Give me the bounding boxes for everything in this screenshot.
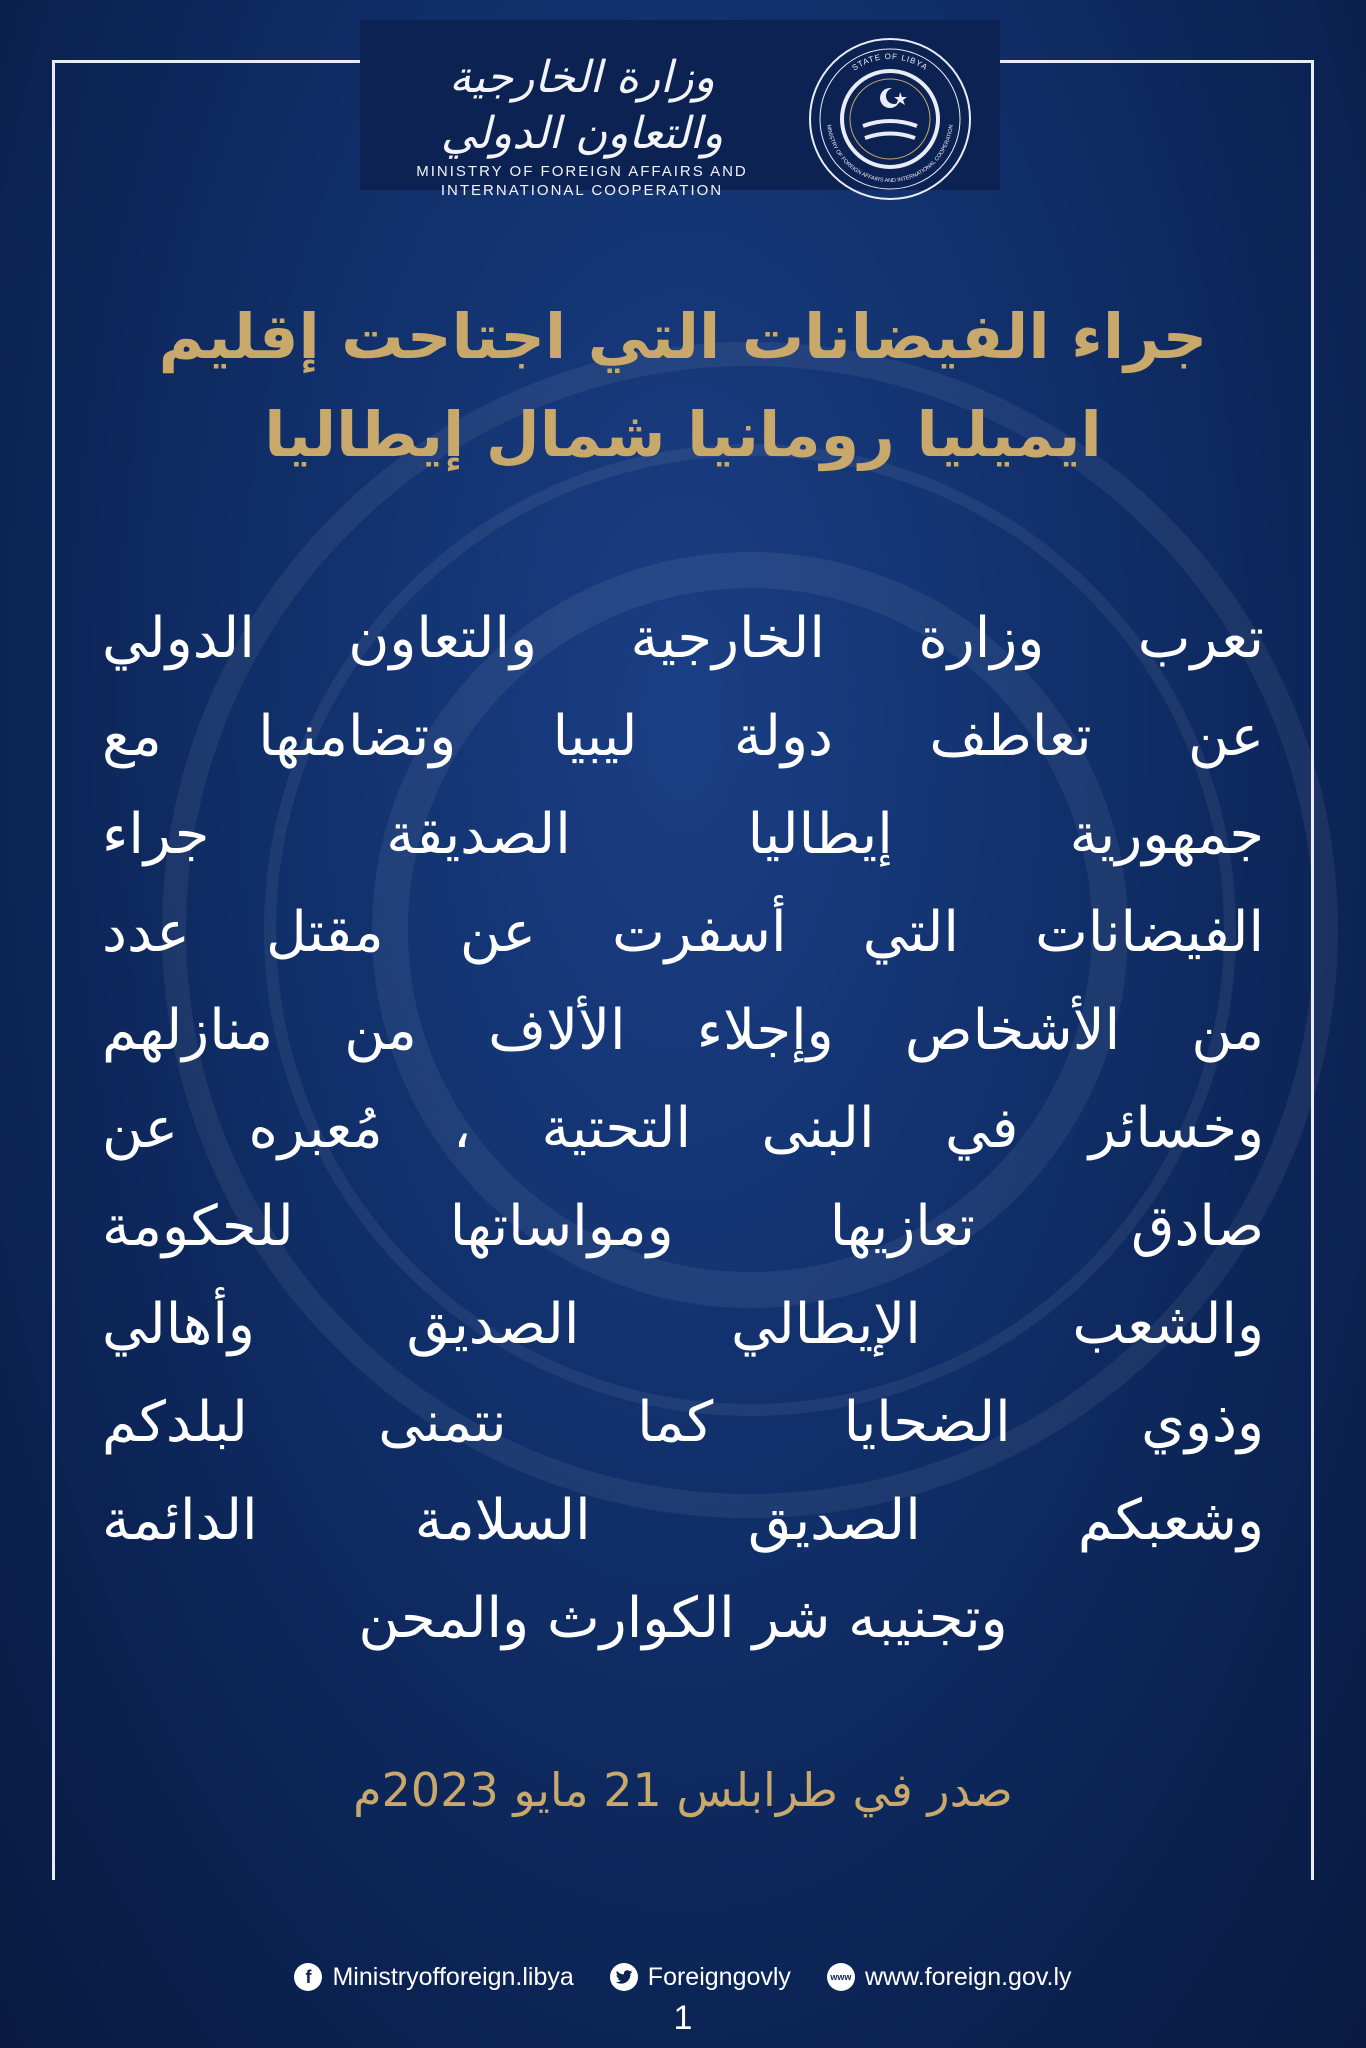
body-line: عن تعاطف دولة ليبيا وتضامنها مع	[102, 704, 1264, 769]
ministry-name-arabic: وزارة الخارجية والتعاون الدولي	[440, 52, 724, 159]
website-link[interactable]	[827, 1963, 1072, 1992]
title-line: جراء الفيضانات التي اجتاحت إقليم	[158, 300, 1208, 373]
globe-icon: www	[827, 1963, 855, 1991]
issue-date: صدر في طرابلس 21 مايو 2023م	[353, 1763, 1013, 1817]
seal-top-text: STATE OF LIBYA	[850, 51, 930, 73]
seal-bottom-text: MINISTRY OF FOREIGN AFFAIRS AND INTERNATIONAL COOPERATION	[825, 124, 955, 185]
libya-state-seal-icon	[805, 34, 975, 204]
ministry-wordmark	[372, 50, 792, 200]
ministry-name-english-line1: MINISTRY OF FOREIGN AFFAIRS AND	[416, 163, 748, 180]
body-line: وخسائر في البنى التحتية ، مُعبره عن	[102, 1096, 1264, 1161]
title-line: ايميليا رومانيا شمال إيطاليا	[264, 398, 1102, 471]
body-line: وذوي الضحايا كما نتمنى لبلدكم	[102, 1390, 1264, 1455]
body-line: وتجنيبه شر الكوارث والمحن	[358, 1586, 1008, 1651]
facebook-link[interactable]	[294, 1963, 573, 1992]
twitter-handle: Foreigngovly	[647, 1962, 791, 1991]
ministry-name-english-line2: INTERNATIONAL COOPERATION	[440, 182, 724, 199]
body-line: جمهورية إيطاليا الصديقة جراء	[102, 802, 1264, 867]
statement-title	[90, 288, 1276, 484]
body-line: والشعب الإيطالي الصديق وأهالي	[102, 1292, 1264, 1357]
page-number: 1	[673, 1999, 693, 2037]
body-line: من الأشخاص وإجلاء الألاف من منازلهم	[102, 998, 1264, 1063]
body-line: الفيضانات التي أسفرت عن مقتل عدد	[102, 900, 1264, 965]
body-line: وشعبكم الصديق السلامة الدائمة	[102, 1488, 1264, 1553]
twitter-link[interactable]	[610, 1963, 791, 1992]
header	[0, 20, 1366, 199]
facebook-handle: Ministryofforeign.libya	[332, 1962, 574, 1991]
statement-body	[102, 590, 1264, 1668]
body-line: تعرب وزارة الخارجية والتعاون الدولي	[102, 606, 1264, 671]
facebook-icon: f	[294, 1963, 322, 1991]
body-line: صادق تعازيها ومواساتها للحكومة	[102, 1194, 1264, 1259]
website-url: www.foreign.gov.ly	[864, 1962, 1072, 1991]
twitter-icon	[610, 1963, 638, 1991]
